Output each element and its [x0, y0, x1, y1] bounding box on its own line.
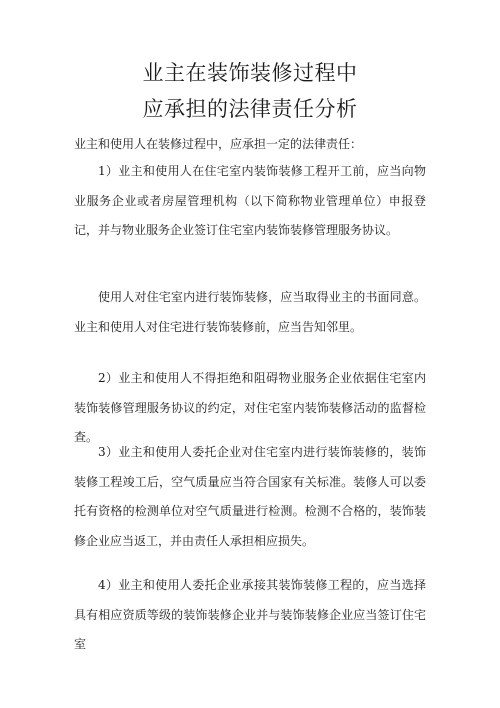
- document-title-line-1: 业主在装饰装修过程中: [142, 61, 358, 85]
- document-title-line-2: 应承担的法律责任分析: [142, 97, 358, 121]
- intro-paragraph: 业主和使用人在装修过程中，应承担一定的法律责任：: [74, 137, 363, 151]
- paragraph-1: 1）业主和使用人在住宅室内装饰装修工程开工前，应当向物业服务企业或者房屋管理机构（以下简称物业管理单位）申报登记，并与物业服务企业签订住宅室内装饰装修管理服务协议。: [74, 164, 426, 237]
- paragraph-2: 使用人对住宅室内进行装饰装修，应当取得业主的书面同意。业主和使用人对住宅进行装饰装修前，应当告知邻里。: [74, 290, 426, 334]
- paragraph-5: 4）业主和使用人委托企业承接其装饰装修工程的，应当选择具有相应资质等级的装饰装修企业并与装饰装修企业应当签订住宅室: [74, 578, 426, 651]
- paragraph-4: 3）业主和使用人委托企业对住宅室内进行装饰装修的，装饰装修工程竣工后，空气质量应当符合国家有关标准。装修人可以委托有资格的检测单位对空气质量进行检测。检测不合格的，装饰装修企业应当返工，并由责任人承担相应损失。: [74, 445, 426, 548]
- paragraph-3: 2）业主和使用人不得拒绝和阻碍物业服务企业依据住宅室内装饰装修管理服务协议的约定，对住宅室内装饰装修活动的监督检查。: [74, 371, 426, 444]
